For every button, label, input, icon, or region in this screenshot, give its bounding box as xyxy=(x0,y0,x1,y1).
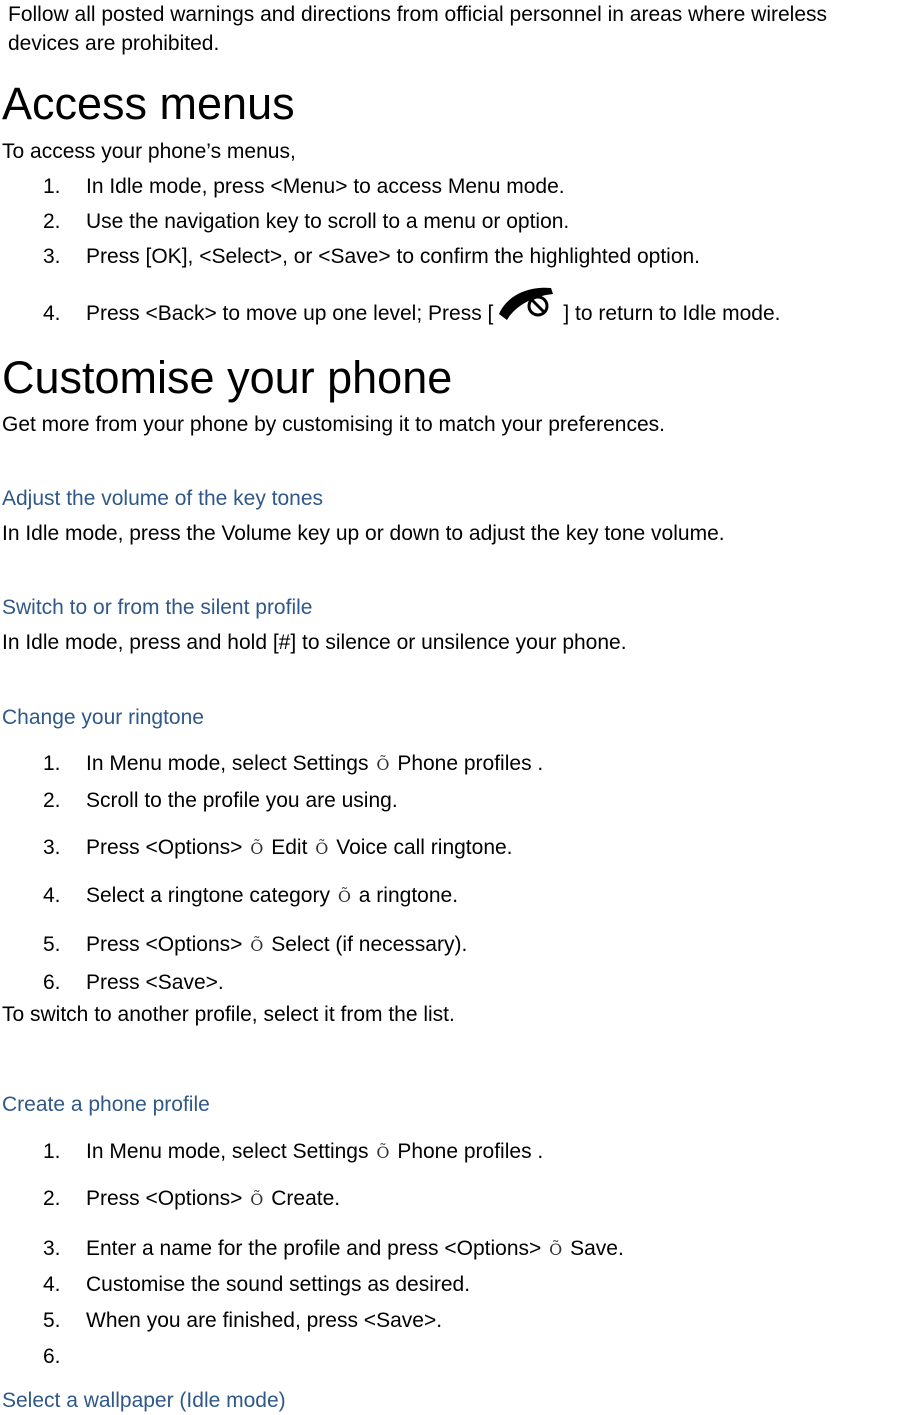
step-part: Press <Options> xyxy=(86,933,243,956)
list-number: 2. xyxy=(43,1187,61,1210)
step-part: Save. xyxy=(570,1237,624,1260)
arrow-icon: Õ xyxy=(376,755,390,774)
list-number: 3. xyxy=(43,245,61,268)
list-number: 1. xyxy=(43,1140,61,1163)
customise-heading: Customise your phone xyxy=(2,352,453,403)
intro-warning xyxy=(8,0,888,58)
list-number: 4. xyxy=(43,1273,61,1296)
arrow-icon: Õ xyxy=(250,839,264,858)
step-part: Select a ringtone category xyxy=(86,884,330,907)
step-part: In Menu mode, select Settings xyxy=(86,752,369,775)
step4-before: Press <Back> to move up one level; Press [ xyxy=(86,302,494,325)
ringtone-note: To switch to another profile, select it from the list. xyxy=(2,1003,455,1026)
step4-after: ] to return to Idle mode. xyxy=(563,302,781,325)
arrow-icon: Õ xyxy=(549,1240,563,1259)
step-part: Edit xyxy=(271,836,308,859)
list-number: 5. xyxy=(43,933,61,956)
list-number: 1. xyxy=(43,175,61,198)
step-text xyxy=(86,882,458,911)
create-profile-heading: Create a phone profile xyxy=(2,1093,210,1116)
step-text xyxy=(86,1235,624,1264)
list-number: 1. xyxy=(43,752,61,775)
list-number: 6. xyxy=(43,971,61,994)
access-menus-heading: Access menus xyxy=(2,78,295,129)
step-part: In Menu mode, select Settings xyxy=(86,1140,369,1163)
step-text: Scroll to the profile you are using. xyxy=(86,789,398,812)
step-part: Phone profiles . xyxy=(397,752,544,775)
list-number: 4. xyxy=(43,884,61,907)
list-number: 6. xyxy=(43,1345,61,1368)
step-text: Use the navigation key to scroll to a menu or option. xyxy=(86,210,570,233)
step-text: Customise the sound settings as desired. xyxy=(86,1273,471,1296)
step-text: When you are finished, press <Save>. xyxy=(86,1309,443,1332)
step-part: Select (if necessary). xyxy=(271,933,468,956)
step-text: Press <Save>. xyxy=(86,971,224,994)
step-text xyxy=(86,931,467,960)
step-part: Phone profiles . xyxy=(397,1140,544,1163)
arrow-icon: Õ xyxy=(376,1143,390,1162)
ringtone-heading: Change your ringtone xyxy=(2,706,204,729)
end-call-key-icon xyxy=(493,284,563,328)
list-number: 4. xyxy=(43,302,61,325)
access-menus-lead: To access your phone’s menus, xyxy=(2,140,296,163)
step-part: Press <Options> xyxy=(86,836,243,859)
step-part: Voice call ringtone. xyxy=(336,836,513,859)
step-text xyxy=(86,1138,543,1167)
arrow-icon: Õ xyxy=(250,936,264,955)
list-number: 2. xyxy=(43,789,61,812)
step-part: Enter a name for the profile and press <Options> xyxy=(86,1237,542,1260)
volume-text: In Idle mode, press the Volume key up or down to adjust the key tone volume. xyxy=(2,522,725,545)
list-number: 3. xyxy=(43,1237,61,1260)
step-text xyxy=(86,1185,340,1214)
step-part: Create. xyxy=(271,1187,341,1210)
customise-lead: Get more from your phone by customising it to match your preferences. xyxy=(2,413,665,436)
arrow-icon: Õ xyxy=(337,887,351,906)
silent-heading: Switch to or from the silent profile xyxy=(2,596,313,619)
step-text xyxy=(86,300,781,328)
arrow-icon: Õ xyxy=(250,1190,264,1209)
list-number: 2. xyxy=(43,210,61,233)
step-part: Press <Options> xyxy=(86,1187,243,1210)
step-text: In Idle mode, press <Menu> to access Menu mode. xyxy=(86,175,565,198)
step-part: a ringtone. xyxy=(358,884,459,907)
step-text: Press [OK], <Select>, or <Save> to confirm the highlighted option. xyxy=(86,245,701,268)
list-number: 3. xyxy=(43,836,61,859)
list-number: 5. xyxy=(43,1309,61,1332)
silent-text: In Idle mode, press and hold [#] to silence or unsilence your phone. xyxy=(2,631,627,654)
volume-heading: Adjust the volume of the key tones xyxy=(2,487,324,510)
wallpaper-heading: Select a wallpaper (Idle mode) xyxy=(2,1389,286,1412)
step-text xyxy=(86,750,543,779)
intro-text: Follow all posted warnings and directions from official personnel in areas where wireless devices are prohibited. xyxy=(8,3,828,55)
arrow-icon: Õ xyxy=(315,839,329,858)
step-text xyxy=(86,834,513,863)
